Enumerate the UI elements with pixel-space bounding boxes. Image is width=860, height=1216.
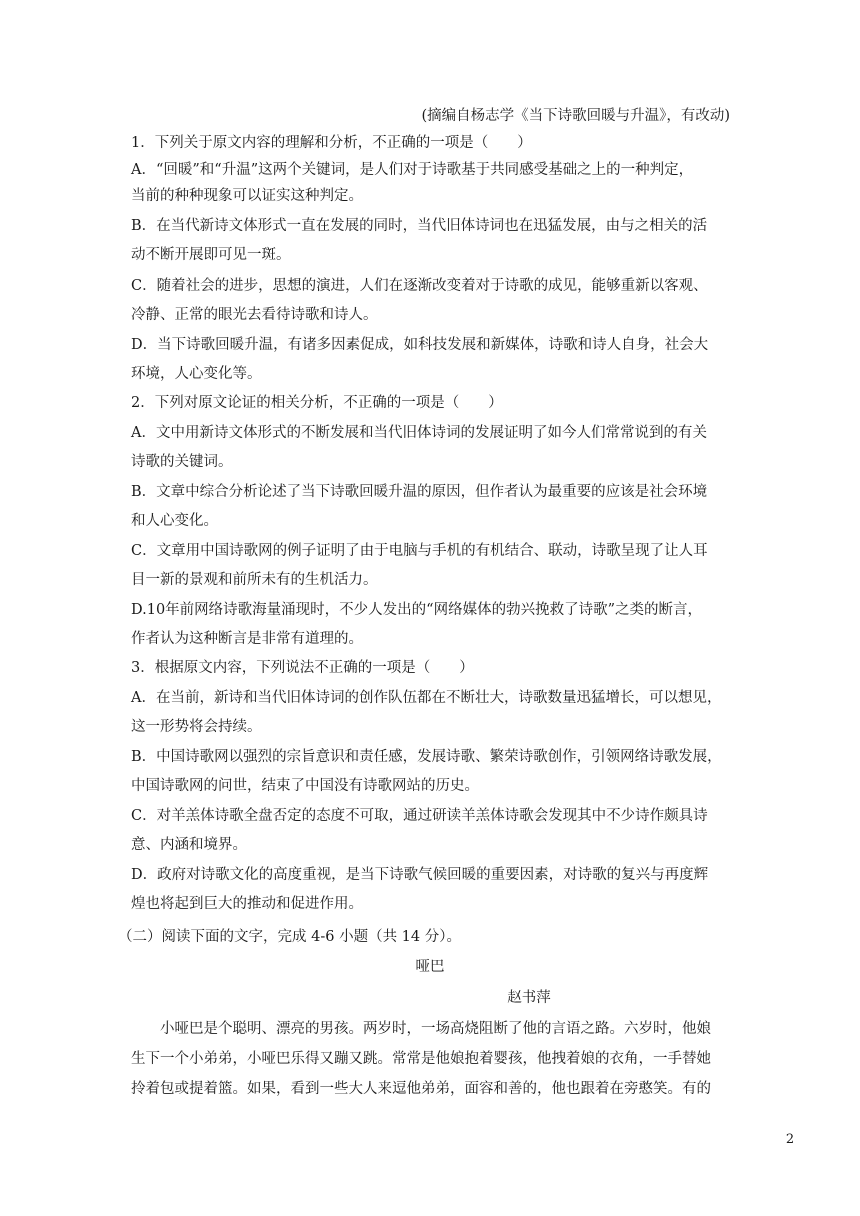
q3-option-a-line1: A．在当前，新诗和当代旧体诗词的创作队伍都在不断壮大，诗歌数量迅猛增长，可以想见， bbox=[131, 690, 722, 706]
q1-option-b-line1: B．在当代新诗文体形式一直在发展的同时，当代旧体诗词也在迅猛发展，由与之相关的活 bbox=[131, 218, 708, 234]
q2-option-b-line1: B．文章中综合分析论述了当下诗歌回暖升温的原因，但作者认为最重要的应该是社会环境 bbox=[131, 484, 708, 500]
story-author: 赵书萍 bbox=[507, 990, 551, 1006]
question-2-stem: 2．下列对原文论证的相关分析，不正确的一项是（ ） bbox=[131, 395, 503, 411]
story-paragraph-line2: 生下一个小弟弟，小哑巴乐得又蹦又跳。常常是他娘抱着婴孩，他拽着娘的衣角，一手替她 bbox=[131, 1051, 711, 1067]
q1-option-d-line2: 环境，人心变化等。 bbox=[131, 366, 262, 382]
q1-option-b-line2: 动不断开展即可见一斑。 bbox=[131, 247, 291, 263]
q2-option-c-line2: 目一新的景观和前所未有的生机活力。 bbox=[131, 572, 378, 588]
q3-option-c-line1: C．对羊羔体诗歌全盘否定的态度不可取，通过研读羊羔体诗歌会发现其中不少诗作颇具诗 bbox=[131, 808, 708, 824]
q2-option-a-line2: 诗歌的关键词。 bbox=[131, 454, 233, 470]
q3-option-d-line2: 煌也将起到巨大的推动和促进作用。 bbox=[131, 896, 363, 912]
q2-option-a-line1: A．文中用新诗文体形式的不断发展和当代旧体诗词的发展证明了如今人们常常说到的有关 bbox=[131, 425, 707, 441]
page-number: 2 bbox=[785, 1132, 795, 1147]
q2-option-b-line2: 和人心变化。 bbox=[131, 513, 218, 529]
q3-option-b-line2: 中国诗歌网的问世，结束了中国没有诗歌网站的历史。 bbox=[131, 778, 479, 794]
q1-option-c-line2: 冷静、正常的眼光去看待诗歌和诗人。 bbox=[131, 307, 378, 323]
q1-option-d-line1: D．当下诗歌回暖升温，有诸多因素促成，如科技发展和新媒体，诗歌和诗人自身，社会大 bbox=[131, 337, 709, 353]
q1-option-c-line1: C．随着社会的进步，思想的演进，人们在逐渐改变着对于诗歌的成见，能够重新以客观、 bbox=[131, 278, 708, 294]
q1-option-a-line1: A．“回暖”和“升温”这两个关键词，是人们对于诗歌基于共同感受基础之上的一种判定， bbox=[131, 162, 694, 178]
q2-option-c-line1: C．文章用中国诗歌网的例子证明了由于电脑与手机的有机结合、联动，诗歌呈现了让人耳 bbox=[131, 543, 708, 559]
q2-option-d-line1: D.10年前网络诗歌海量涌现时，不少人发出的“网络媒体的勃兴挽救了诗歌”之类的断言， bbox=[131, 602, 702, 618]
source-note: (摘编自杨志学《当下诗歌回暖与升温》，有改动) bbox=[421, 108, 730, 124]
story-paragraph-line1: 小哑巴是个聪明、漂亮的男孩。两岁时，一场高烧阻断了他的言语之路。六岁时，他娘 bbox=[160, 1021, 711, 1037]
q3-option-d-line1: D．政府对诗歌文化的高度重视，是当下诗歌气候回暖的重要因素，对诗歌的复兴与再度辉 bbox=[131, 867, 709, 883]
q1-option-a-line2: 当前的种种现象可以证实这种判定。 bbox=[131, 188, 363, 204]
q3-option-c-line2: 意、内涵和境界。 bbox=[131, 837, 247, 853]
q2-option-d-line2: 作者认为这种断言是非常有道理的。 bbox=[131, 631, 363, 647]
question-1-stem: 1．下列关于原文内容的理解和分析，不正确的一项是（ ） bbox=[131, 135, 532, 151]
question-3-stem: 3．根据原文内容，下列说法不正确的一项是（ ） bbox=[131, 660, 474, 676]
q3-option-a-line2: 这一形势将会持续。 bbox=[131, 719, 262, 735]
story-paragraph-line3: 拎着包或提着篮。如果，看到一些大人来逗他弟弟，面容和善的，他也跟着在旁憨笑。有的 bbox=[131, 1081, 711, 1097]
story-title: 哑巴 bbox=[415, 959, 445, 975]
section-heading: （二）阅读下面的文字，完成 4-6 小题（共 14 分）。 bbox=[118, 929, 461, 945]
q3-option-b-line1: B．中国诗歌网以强烈的宗旨意识和责任感，发展诗歌、繁荣诗歌创作，引领网络诗歌发展， bbox=[131, 749, 722, 765]
